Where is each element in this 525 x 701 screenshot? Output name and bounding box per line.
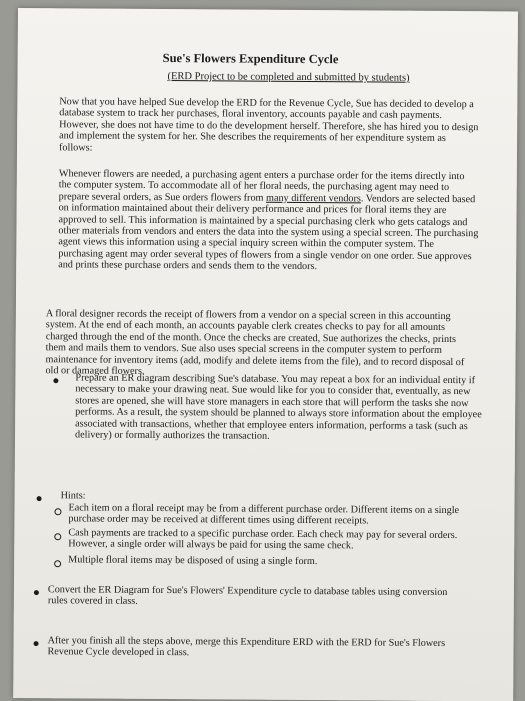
bullet-icon (53, 378, 58, 383)
receiving-paragraph: A floral designer records the receipt of flowers from a vendor on a special screen in this accounting system. At the end of each month, an accounts payable clerk creates checks to pay for all amounts charged through the end of the month. Once the checks are created, Sue authorizes the checks, prints them and mails them to vendors. Sue also uses special screens in the computer system to perform maintenance for inventory items (add, modify and delete items from the file), and to record disposal of old or damaged flowers. (45, 308, 465, 377)
document-page (13, 8, 518, 701)
requirements-underlined-text: many different vendors (266, 192, 361, 205)
bullet-icon (34, 590, 39, 595)
sub-bullet-icon (54, 508, 61, 515)
requirements-text-b: . Vendors are selected based on information maintained about their delivery performance and prices for floral items they are approved to sell. This information is maintained by a special purchasing clerk who gets catalogs and other materials from vendors and enters the data into the system using a special screen. The purchasing agent views this information using a special inquiry screen within the computer system. The purchasing agent may order several types of flowers from a single vendor on one order. Sue approves and prints these purchase orders and sends them to the vendors. (58, 193, 479, 273)
conversion-task: Convert the ER Diagram for Sue's Flowers' Expenditure cycle to database tables using conversion rules covered in class. (47, 584, 448, 608)
hints-label: Hints: (60, 490, 86, 502)
document-title: Sue's Flowers Expenditure Cycle (162, 51, 339, 67)
merge-task: After you finish all the steps above, merge this Expenditure ERD with the ERD for Sue's Flowers Revenue Cycle developed in class. (47, 635, 446, 659)
requirements-text-a: Whenever flowers are needed, a purchasing agent enters a purchase order for the items directly into the computer system. To accommodate all of her floral needs, the purchasing agent may need to prepare several orders, as Sue orders flowers from (58, 168, 465, 204)
intro-paragraph: Now that you have helped Sue develop the ERD for the Revenue Cycle, Sue has decided to develop a database system to track her purchases, floral inventory, accounts payable and cash payments. However, she does not have time to do the development herself. Therefore, she has hired you to design and implement the system for her. She describes the requirements of her expenditure system as follows: (58, 96, 479, 154)
bullet-icon (34, 641, 39, 646)
hint-item: Each item on a floral receipt may be from a different purchase order. Different items on a single purchase order may be received at different times using different receipts. (68, 502, 460, 527)
bullet-icon (37, 496, 42, 501)
hint-item: Multiple floral items may be disposed of using a single form. (68, 554, 318, 568)
document-subtitle: (ERD Project to be completed and submitted by students) (167, 71, 410, 84)
requirements-paragraph (58, 168, 479, 274)
sub-bullet-icon (54, 533, 61, 540)
er-diagram-task: Prepare an ER diagram describing Sue's database. You may repeat a box for an individual entity if necessary to make your drawing neat. Sue would like for you to consider that, eventually, as new stores are opened, she will have store managers in each store that will perform the tasks she now performs. As a result, the system should be planned to always store information about the employee associated with transactions, whether that employee enters information, performs a task (such as delivery) or formally authorizes the transaction. (74, 372, 482, 442)
hint-item: Cash payments are tracked to a specific purchase order. Each check may pay for several orders. However, a single order will always be paid for using the same check. (68, 527, 458, 552)
sub-bullet-icon (54, 560, 61, 567)
